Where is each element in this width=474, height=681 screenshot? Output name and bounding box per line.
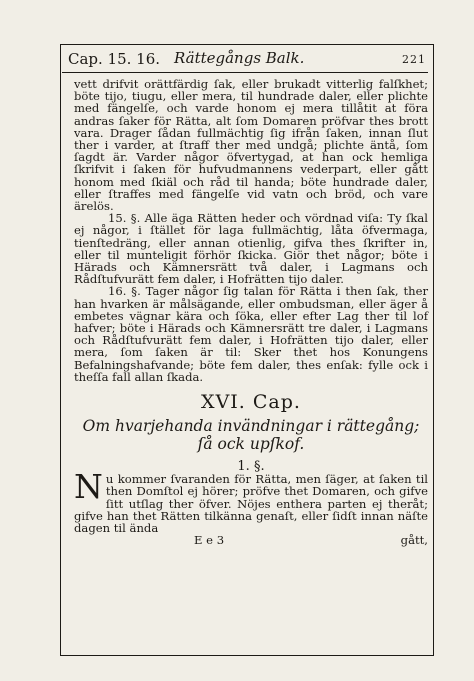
drop-cap: N — [74, 467, 103, 507]
chapter-paragraph — [74, 467, 428, 536]
chapter-subheading: Om hvarjehanda invändningar i rättegång; ſå ock upſkof. — [82, 417, 420, 454]
chapter-paragraph-text: u kommer ſvaranden för Rätta, men ſäger, at ſaken til then Domſtol ej hörer; pröfve thet Domaren, och gifve ſitt utſlag ther öfver. Nöjes enthera parten ej theråt; gifve han thet Rätten tilkänna genaſt, eller ſidſt innan näſte dagen til ända — [74, 472, 428, 536]
paragraph-section-16: 16. §. Tager någor ſig talan för Rätta i then ſak, ther han hvarken är målsägande, eller ombudsman, eller äger å embetes vägnar kära och ſöka, eller efter Lag ther til lof hafver; böte i Härads och Kämnersrätt tre daler, i Lagmans och Rådſtufvurätt fem daler, i Hofrätten tijo daler, eller mera, ſom ſaken är til: Sker thet hos Konungens Befalningshafvande; böte fem daler, thes enſak: fylle ock i theſſa fall allan ſkada. — [74, 284, 428, 384]
book-title: Rättegångs Balk. — [174, 49, 305, 67]
page-number: 221 — [402, 53, 426, 66]
section-number: 1. §. — [237, 459, 265, 475]
catchword: gått, — [400, 533, 428, 548]
chapter-heading: XVI. Cap. — [201, 391, 301, 414]
page-footer — [74, 534, 428, 546]
signature-mark: E e 3 — [194, 533, 225, 548]
paragraph-section-15: 15. §. Alle äga Rätten heder och vördnad viſa: Ty ſkal ej någor, i ſtället för laga fullmächtig, låta öfvermaga, tienſtedräng, eller annan otienlig, gifva thes ſkrifter in, eller til munteligit förhör ſkicka. Giör thet någor; böte i Härads och Kämnersrätt två daler, i Lagmans och Rådſtufvurätt fem daler, i Hofrätten tijo daler. — [74, 211, 428, 287]
page-body — [74, 78, 428, 547]
chapter-reference: Cap. 15. 16. — [68, 50, 161, 68]
running-head — [62, 48, 428, 73]
paragraph-continuation: vett drifvit orättfärdig ſak, eller brukadt vitterlig falſkhet; böte tijo, tiugu, eller mera, til hundrade daler, eller plichte med fängelſe, och varde honom ej mera tillåtit at föra andras ſaker för Rätta, alt ſom Domaren pröfvar thes brott vara. Drager ſådan fullmächtig ſig ifrån ſaken, innan ſlut ther i varder, at ſtraff ther med undgå; plichte äntå, ſom ſagdt är. Varder någor öfvertygad, at han ock hemliga ſkrifvit i ſaken för hufvudmannens vederpart, eller gått honom med ſkiäl och råd til handa; böte hundrade daler, eller ſtraffes med fängelſe vid vatn och bröd, och vare ärelös. — [74, 77, 428, 214]
